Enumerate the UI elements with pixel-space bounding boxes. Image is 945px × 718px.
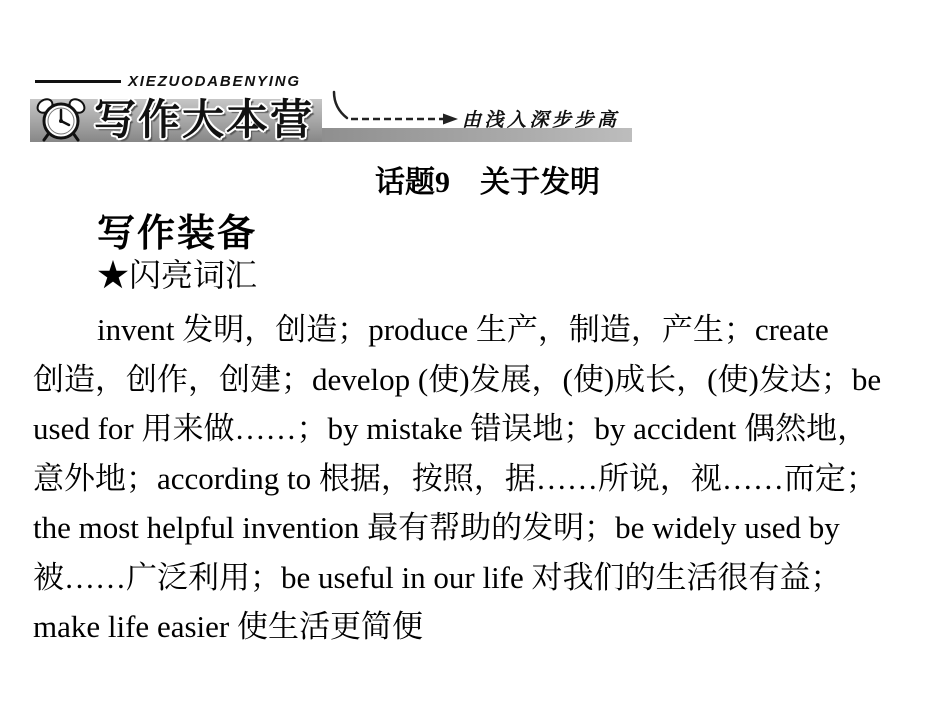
vocabulary-line: make life easier 使生活更简便 [33, 609, 423, 644]
vocabulary-paragraph [33, 305, 913, 652]
vocabulary-line: used for 用来做……；by mistake 错误地；by accident 偶然地， [33, 411, 869, 446]
vocabulary-line: 创造，创作，创建；develop (使)发展，(使)成长，(使)发达；be [33, 361, 882, 397]
vocabulary-line: invent 发明，创造；produce 生产，制造，产生；create [97, 312, 829, 347]
vocabulary-line: the most helpful invention 最有帮助的发明；be widely used by [33, 510, 840, 545]
alarm-clock-icon [33, 96, 89, 142]
vocabulary-line: 被……广泛利用；be useful in our life 对我们的生活很有益； [33, 559, 842, 595]
vocabulary-line: 意外地；according to 根据，按照，据……所说，视……而定； [33, 460, 877, 496]
header-pinyin-label: XIEZUODABENYING [128, 73, 301, 90]
dashed-arrow-icon [328, 88, 464, 130]
vocabulary-subheading: ★闪亮词汇 [97, 257, 258, 293]
banner-slogan: 由浅入深步步高 [462, 109, 620, 131]
banner-title: 写作大本营 [94, 95, 315, 144]
header-rule [35, 80, 121, 83]
topic-title: 话题9 关于发明 [375, 166, 600, 199]
section-heading: 写作装备 [97, 211, 258, 255]
